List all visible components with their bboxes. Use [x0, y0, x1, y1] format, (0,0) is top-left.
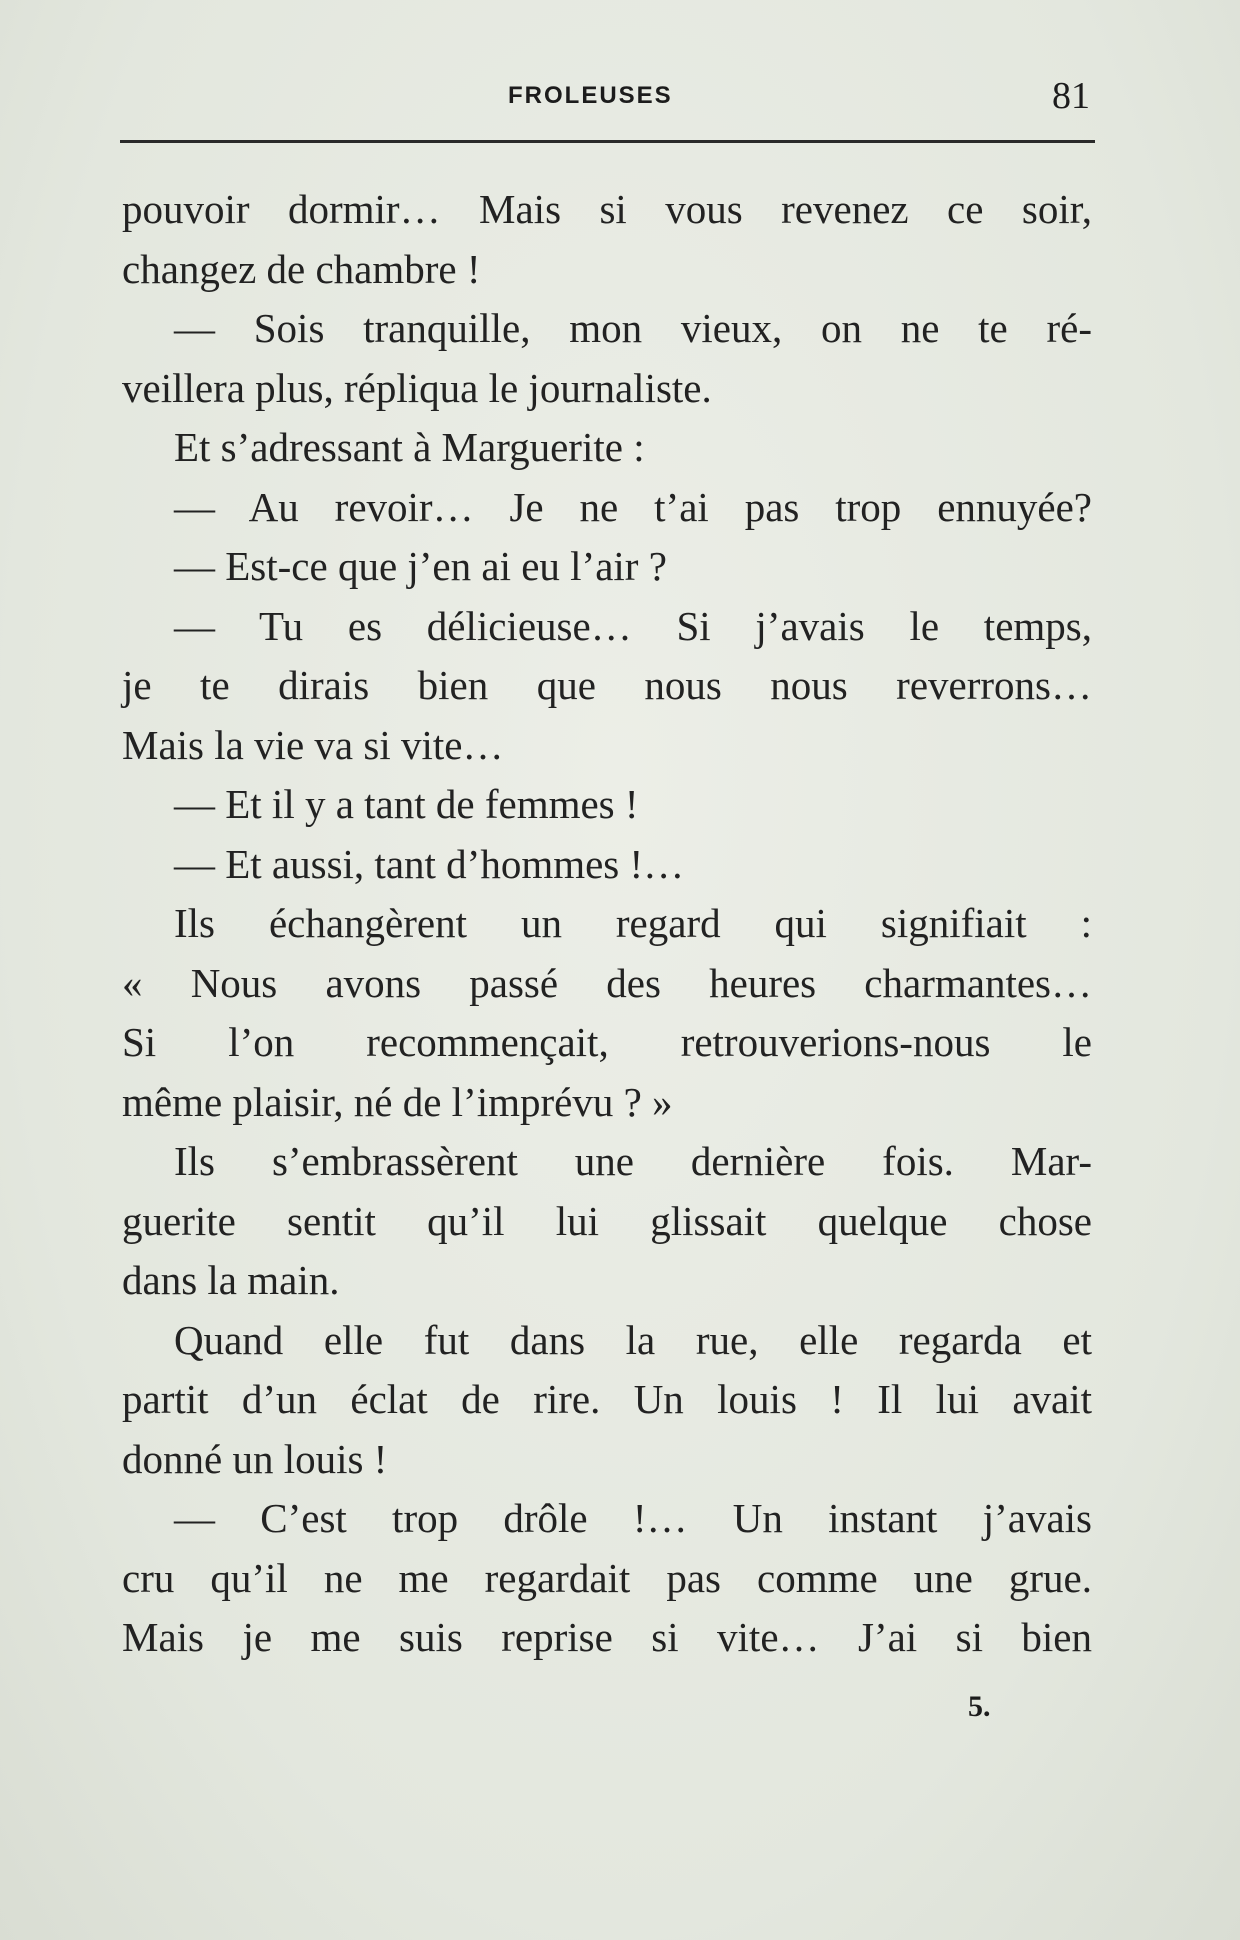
running-head: [120, 75, 1090, 118]
text-line: « Nous avons passé des heures charmantes…: [122, 959, 1092, 1006]
text-line: Mais la vie va si vite…: [122, 721, 504, 768]
text-line: — Sois tranquille, mon vieux, on ne te ré-: [174, 305, 1092, 351]
text-line: Mais je me suis reprise si vite… J’ai si bien: [122, 1614, 1092, 1660]
text-line: pouvoir dormir… Mais si vous revenez ce soir,: [122, 186, 1092, 232]
text-line: partit d’un éclat de rire. Un louis ! Il lui avait: [122, 1376, 1092, 1422]
text-line: — Tu es délicieuse… Si j’avais le temps,: [174, 602, 1092, 649]
page-number: 81: [1052, 75, 1090, 117]
running-title: FROLEUSES: [508, 82, 673, 109]
text-line: dans la main.: [122, 1257, 340, 1303]
text-line: — Est-ce que j’en ai eu l’air ?: [174, 543, 667, 589]
text-line: — Au revoir… Je ne t’ai pas trop ennuyée?: [174, 483, 1092, 530]
signature-mark: 5.: [968, 1690, 991, 1723]
text-line: changez de chambre !: [122, 245, 481, 292]
text-line: même plaisir, né de l’imprévu ? »: [122, 1078, 673, 1125]
text-line: veillera plus, répliqua le journaliste.: [122, 364, 712, 411]
header-rule: [120, 140, 1095, 143]
text-line: Si l’on recommençait, retrouverions-nous le: [122, 1019, 1092, 1065]
text-line: — Et il y a tant de femmes !: [174, 781, 639, 827]
text-line: je te dirais bien que nous nous reverrons…: [122, 662, 1092, 708]
text-line: Ils échangèrent un regard qui signifiait :: [174, 900, 1092, 946]
text-line: Et s’adressant à Marguerite :: [174, 424, 645, 470]
text-line: cru qu’il ne me regardait pas comme une grue.: [122, 1554, 1092, 1601]
body-text: [122, 180, 1092, 1668]
text-line: — Et aussi, tant d’hommes !…: [174, 840, 685, 887]
text-line: Quand elle fut dans la rue, elle regarda et: [174, 1316, 1092, 1363]
text-line: donné un louis !: [122, 1435, 388, 1482]
text-line: Ils s’embrassèrent une dernière fois. Mar-: [174, 1138, 1092, 1184]
text-line: — C’est trop drôle !… Un instant j’avais: [174, 1495, 1092, 1541]
text-line: guerite sentit qu’il lui glissait quelque chose: [122, 1197, 1092, 1244]
